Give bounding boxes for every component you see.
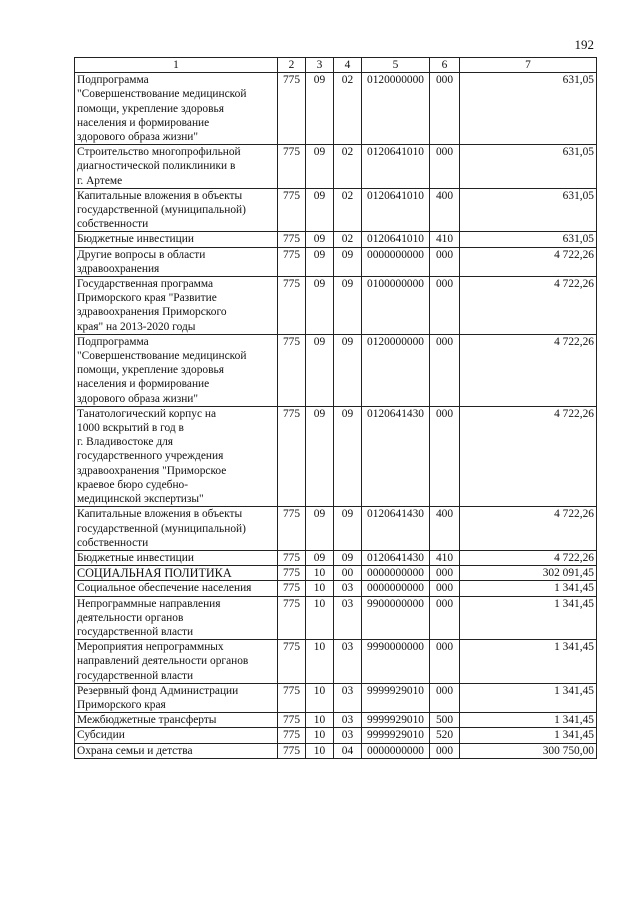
row-name-cell: Подпрограмма "Совершенствование медицинской помощи, укрепление здоровья населения и формирование здорового образа жизни" [75, 334, 278, 406]
row-name-cell: Охрана семьи и детства [75, 743, 278, 758]
table-row [75, 334, 597, 406]
section-cell: 09 [306, 277, 334, 335]
target-article-cell: 9999929010 [362, 728, 430, 743]
section-cell: 10 [306, 640, 334, 684]
table-row [75, 507, 597, 551]
expense-type-cell: 000 [430, 247, 460, 276]
amount-cell: 300 750,00 [460, 743, 597, 758]
admin-code-cell: 775 [278, 640, 306, 684]
amount-cell: 1 341,45 [460, 640, 597, 684]
section-cell: 10 [306, 713, 334, 728]
table-row [75, 596, 597, 640]
expense-type-cell: 000 [430, 334, 460, 406]
table-row [75, 145, 597, 189]
row-name-cell: Социальное обеспечение населения [75, 581, 278, 596]
admin-code-cell: 775 [278, 232, 306, 247]
amount-cell: 4 722,26 [460, 550, 597, 565]
target-article-cell: 0120000000 [362, 334, 430, 406]
subsection-cell: 09 [334, 550, 362, 565]
row-name-cell: Межбюджетные трансферты [75, 713, 278, 728]
table-row [75, 683, 597, 712]
amount-cell: 631,05 [460, 232, 597, 247]
row-name-cell: Другие вопросы в области здравоохранения [75, 247, 278, 276]
subsection-cell: 03 [334, 683, 362, 712]
admin-code-cell: 775 [278, 713, 306, 728]
row-name-cell: Танатологический корпус на 1000 вскрытий в год в г. Владивостоке для государственного учреждения здравоохранения "Приморское краевое бюро судебно- медицинской экспертизы" [75, 406, 278, 506]
expense-type-cell: 000 [430, 581, 460, 596]
admin-code-cell: 775 [278, 550, 306, 565]
target-article-cell: 9990000000 [362, 640, 430, 684]
subsection-cell: 00 [334, 566, 362, 581]
admin-code-cell: 775 [278, 247, 306, 276]
admin-code-cell: 775 [278, 406, 306, 506]
table-row [75, 277, 597, 335]
section-cell: 09 [306, 232, 334, 247]
table-row [75, 713, 597, 728]
subsection-cell: 09 [334, 507, 362, 551]
amount-cell: 631,05 [460, 145, 597, 189]
subsection-cell: 04 [334, 743, 362, 758]
target-article-cell: 0120641430 [362, 550, 430, 565]
amount-cell: 4 722,26 [460, 334, 597, 406]
subsection-cell: 03 [334, 640, 362, 684]
target-article-cell: 0000000000 [362, 566, 430, 581]
section-cell: 10 [306, 743, 334, 758]
admin-code-cell: 775 [278, 507, 306, 551]
column-header: 4 [334, 58, 362, 73]
budget-table [74, 57, 597, 759]
target-article-cell: 0100000000 [362, 277, 430, 335]
expense-type-cell: 000 [430, 683, 460, 712]
row-name-cell: Бюджетные инвестиции [75, 232, 278, 247]
table-row [75, 728, 597, 743]
page-number: 192 [574, 37, 594, 52]
admin-code-cell: 775 [278, 596, 306, 640]
amount-cell: 1 341,45 [460, 581, 597, 596]
target-article-cell: 0000000000 [362, 247, 430, 276]
row-name-cell: СОЦИАЛЬНАЯ ПОЛИТИКА [75, 566, 278, 581]
target-article-cell: 0120641010 [362, 188, 430, 232]
table-row [75, 743, 597, 758]
section-cell: 10 [306, 596, 334, 640]
target-article-cell: 9900000000 [362, 596, 430, 640]
admin-code-cell: 775 [278, 334, 306, 406]
expense-type-cell: 520 [430, 728, 460, 743]
amount-cell: 1 341,45 [460, 728, 597, 743]
amount-cell: 4 722,26 [460, 507, 597, 551]
admin-code-cell: 775 [278, 145, 306, 189]
amount-cell: 4 722,26 [460, 247, 597, 276]
row-name-cell: Бюджетные инвестиции [75, 550, 278, 565]
subsection-cell: 09 [334, 277, 362, 335]
subsection-cell: 02 [334, 145, 362, 189]
section-cell: 09 [306, 550, 334, 565]
table-row [75, 566, 597, 581]
column-header: 2 [278, 58, 306, 73]
expense-type-cell: 000 [430, 145, 460, 189]
expense-type-cell: 000 [430, 277, 460, 335]
table-row [75, 640, 597, 684]
expense-type-cell: 000 [430, 566, 460, 581]
amount-cell: 1 341,45 [460, 713, 597, 728]
target-article-cell: 0000000000 [362, 581, 430, 596]
admin-code-cell: 775 [278, 566, 306, 581]
target-article-cell: 0120641010 [362, 232, 430, 247]
row-name-cell: Субсидии [75, 728, 278, 743]
subsection-cell: 02 [334, 188, 362, 232]
expense-type-cell: 000 [430, 73, 460, 145]
row-name-cell: Мероприятия непрограммных направлений деятельности органов государственной власти [75, 640, 278, 684]
row-name-cell: Резервный фонд Администрации Приморского края [75, 683, 278, 712]
admin-code-cell: 775 [278, 743, 306, 758]
table-row [75, 73, 597, 145]
subsection-cell: 03 [334, 596, 362, 640]
target-article-cell: 0120641430 [362, 406, 430, 506]
table-row [75, 550, 597, 565]
admin-code-cell: 775 [278, 581, 306, 596]
admin-code-cell: 775 [278, 728, 306, 743]
column-header: 7 [460, 58, 597, 73]
column-header: 6 [430, 58, 460, 73]
section-cell: 09 [306, 406, 334, 506]
section-cell: 10 [306, 581, 334, 596]
subsection-cell: 09 [334, 247, 362, 276]
row-name-cell: Подпрограмма "Совершенствование медицинской помощи, укрепление здоровья населения и формирование здорового образа жизни" [75, 73, 278, 145]
table-row [75, 232, 597, 247]
target-article-cell: 9999929010 [362, 713, 430, 728]
column-header: 5 [362, 58, 430, 73]
admin-code-cell: 775 [278, 73, 306, 145]
row-name-cell: Государственная программа Приморского края "Развитие здравоохранения Приморского края" на 2013-2020 годы [75, 277, 278, 335]
expense-type-cell: 000 [430, 596, 460, 640]
expense-type-cell: 500 [430, 713, 460, 728]
section-cell: 09 [306, 145, 334, 189]
target-article-cell: 0120641430 [362, 507, 430, 551]
section-cell: 10 [306, 566, 334, 581]
amount-cell: 631,05 [460, 73, 597, 145]
expense-type-cell: 400 [430, 188, 460, 232]
amount-cell: 1 341,45 [460, 596, 597, 640]
row-name-cell: Непрограммные направления деятельности органов государственной власти [75, 596, 278, 640]
subsection-cell: 09 [334, 406, 362, 506]
section-cell: 10 [306, 728, 334, 743]
table-row [75, 247, 597, 276]
row-name-cell: Строительство многопрофильной диагностической поликлиники в г. Артеме [75, 145, 278, 189]
section-cell: 09 [306, 507, 334, 551]
expense-type-cell: 000 [430, 640, 460, 684]
target-article-cell: 0000000000 [362, 743, 430, 758]
admin-code-cell: 775 [278, 188, 306, 232]
expense-type-cell: 400 [430, 507, 460, 551]
subsection-cell: 02 [334, 232, 362, 247]
section-cell: 09 [306, 334, 334, 406]
expense-type-cell: 000 [430, 743, 460, 758]
subsection-cell: 03 [334, 728, 362, 743]
expense-type-cell: 410 [430, 550, 460, 565]
target-article-cell: 9999929010 [362, 683, 430, 712]
amount-cell: 4 722,26 [460, 277, 597, 335]
header-row [75, 58, 597, 73]
amount-cell: 631,05 [460, 188, 597, 232]
table-row [75, 406, 597, 506]
row-name-cell: Капитальные вложения в объекты государственной (муниципальной) собственности [75, 507, 278, 551]
section-cell: 09 [306, 188, 334, 232]
target-article-cell: 0120641010 [362, 145, 430, 189]
row-name-cell: Капитальные вложения в объекты государственной (муниципальной) собственности [75, 188, 278, 232]
table-row [75, 188, 597, 232]
amount-cell: 1 341,45 [460, 683, 597, 712]
section-cell: 09 [306, 247, 334, 276]
section-cell: 10 [306, 683, 334, 712]
admin-code-cell: 775 [278, 277, 306, 335]
section-cell: 09 [306, 73, 334, 145]
column-header: 1 [75, 58, 278, 73]
column-header: 3 [306, 58, 334, 73]
expense-type-cell: 410 [430, 232, 460, 247]
table-row [75, 581, 597, 596]
expense-type-cell: 000 [430, 406, 460, 506]
subsection-cell: 03 [334, 713, 362, 728]
subsection-cell: 02 [334, 73, 362, 145]
target-article-cell: 0120000000 [362, 73, 430, 145]
amount-cell: 302 091,45 [460, 566, 597, 581]
amount-cell: 4 722,26 [460, 406, 597, 506]
subsection-cell: 03 [334, 581, 362, 596]
subsection-cell: 09 [334, 334, 362, 406]
admin-code-cell: 775 [278, 683, 306, 712]
